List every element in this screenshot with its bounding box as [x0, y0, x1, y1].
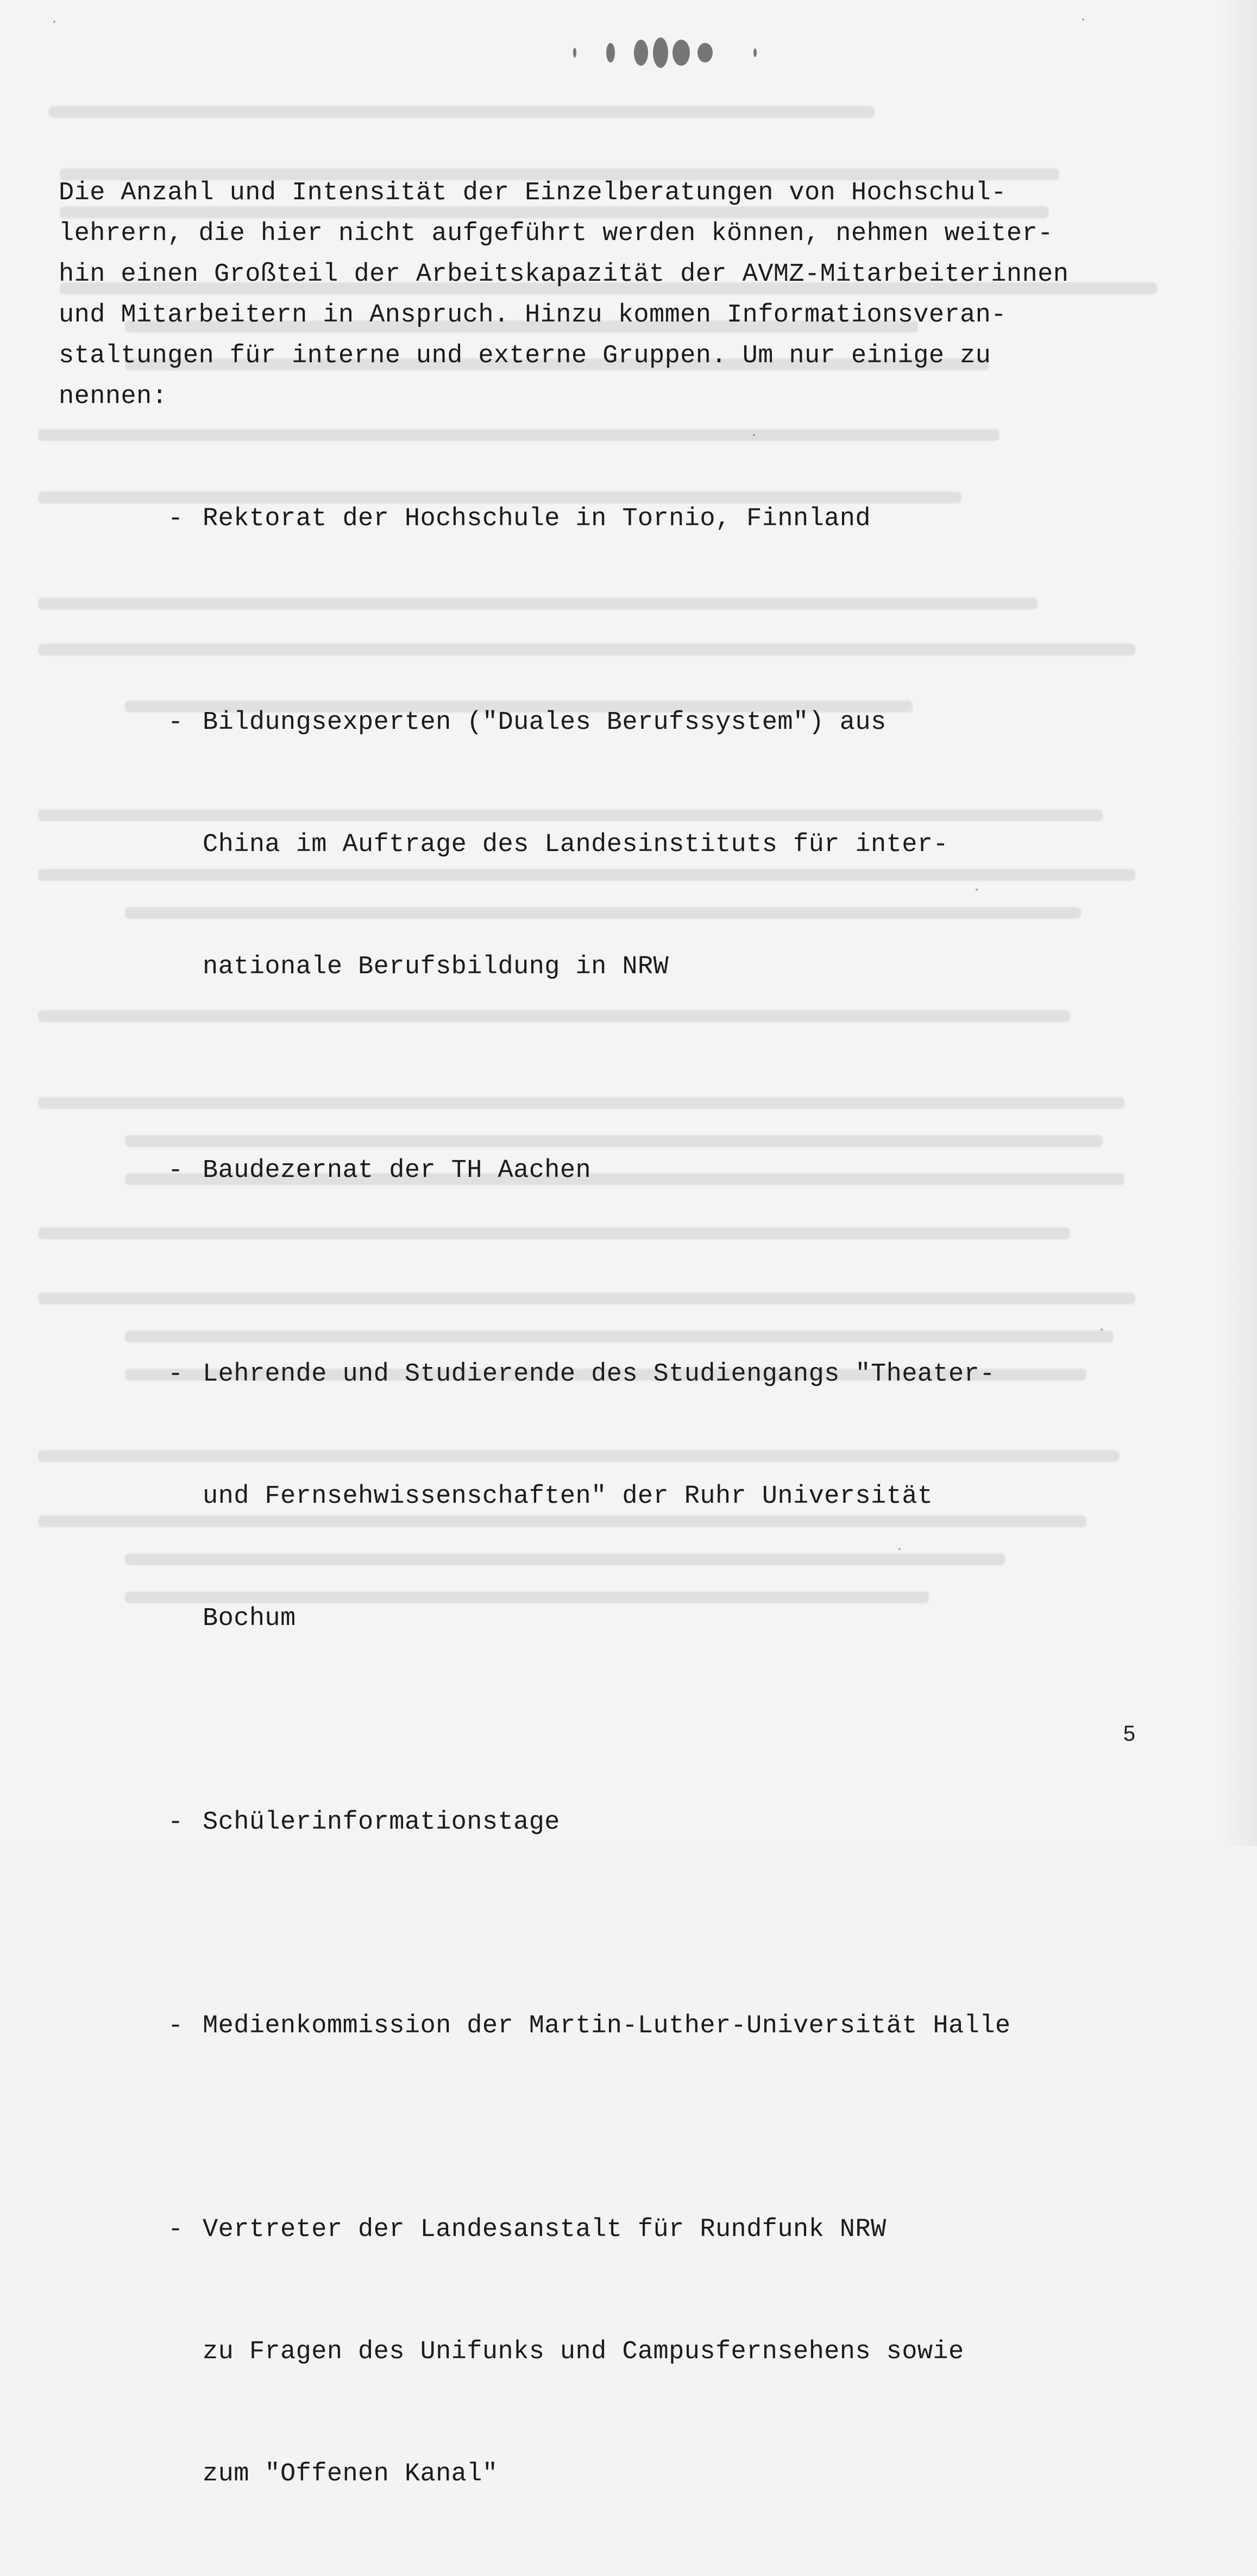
intro-line: und Mitarbeitern in Anspruch. Hinzu kommen Informationsveran- — [59, 301, 1007, 330]
intro-line: hin einen Großteil der Arbeitskapazität der AVMZ-Mitarbeiterinnen — [59, 260, 1069, 289]
intro-line: nennen: — [59, 382, 168, 411]
scan-speck — [898, 1548, 901, 1550]
document-body — [59, 173, 1145, 2576]
page-edge-shadow — [1219, 0, 1257, 1846]
scan-speck — [1082, 18, 1084, 21]
list-item-line: zum "Offenen Kanal" — [203, 2460, 498, 2489]
intro-line: staltungen für interne und externe Gruppen. Um nur einige zu — [59, 342, 991, 370]
list-item — [203, 1721, 1145, 1924]
intro-line: lehrern, die hier nicht aufgeführt werden können, nehmen weiter- — [59, 219, 1053, 248]
list-item-line: - Baudezernat der TH Aachen — [203, 1150, 1145, 1191]
list-item-line: und Fernsehwissenschaften" der Ruhr Universität — [203, 1482, 933, 1511]
list-item-line: - Vertreter der Landesanstalt für Rundfunk NRW — [203, 2209, 1145, 2250]
scan-speck — [1101, 1328, 1103, 1331]
list-item — [203, 621, 1145, 1069]
list-item-line: - Medienkommission der Martin-Luther-Universität Halle — [203, 2006, 1145, 2046]
list-item-line: nationale Berufsbildung in NRW — [203, 953, 669, 981]
list-item — [203, 1069, 1145, 1273]
scan-speck — [976, 889, 978, 891]
list-item-line: - Schülerinformationstage — [203, 1802, 1145, 1843]
list-item-line: - Rektorat der Hochschule in Tornio, Finnland — [203, 499, 1145, 539]
group-list — [59, 417, 1145, 2576]
page-number: 5 — [1123, 1722, 1135, 1746]
list-item-line: Bochum — [203, 1604, 296, 1633]
punch-mark-icon — [565, 34, 771, 72]
scan-speck — [753, 434, 755, 436]
intro-paragraph — [59, 173, 1145, 417]
scan-speck — [53, 21, 55, 23]
list-item-line: - Lehrende und Studierende des Studiengangs "Theater- — [203, 1354, 1145, 1395]
list-item-line: - Bildungsexperten ("Duales Berufssystem") aus — [203, 702, 1145, 743]
list-item-line: zu Fragen des Unifunks und Campusfernsehens sowie — [203, 2338, 964, 2366]
list-item — [203, 1924, 1145, 2128]
intro-line: Die Anzahl und Intensität der Einzelberatungen von Hochschul- — [59, 179, 1007, 207]
list-item-line: China im Auftrage des Landesinstituts für inter- — [203, 830, 949, 859]
list-item — [203, 417, 1145, 621]
list-item — [203, 2128, 1145, 2576]
list-item — [203, 1273, 1145, 1721]
